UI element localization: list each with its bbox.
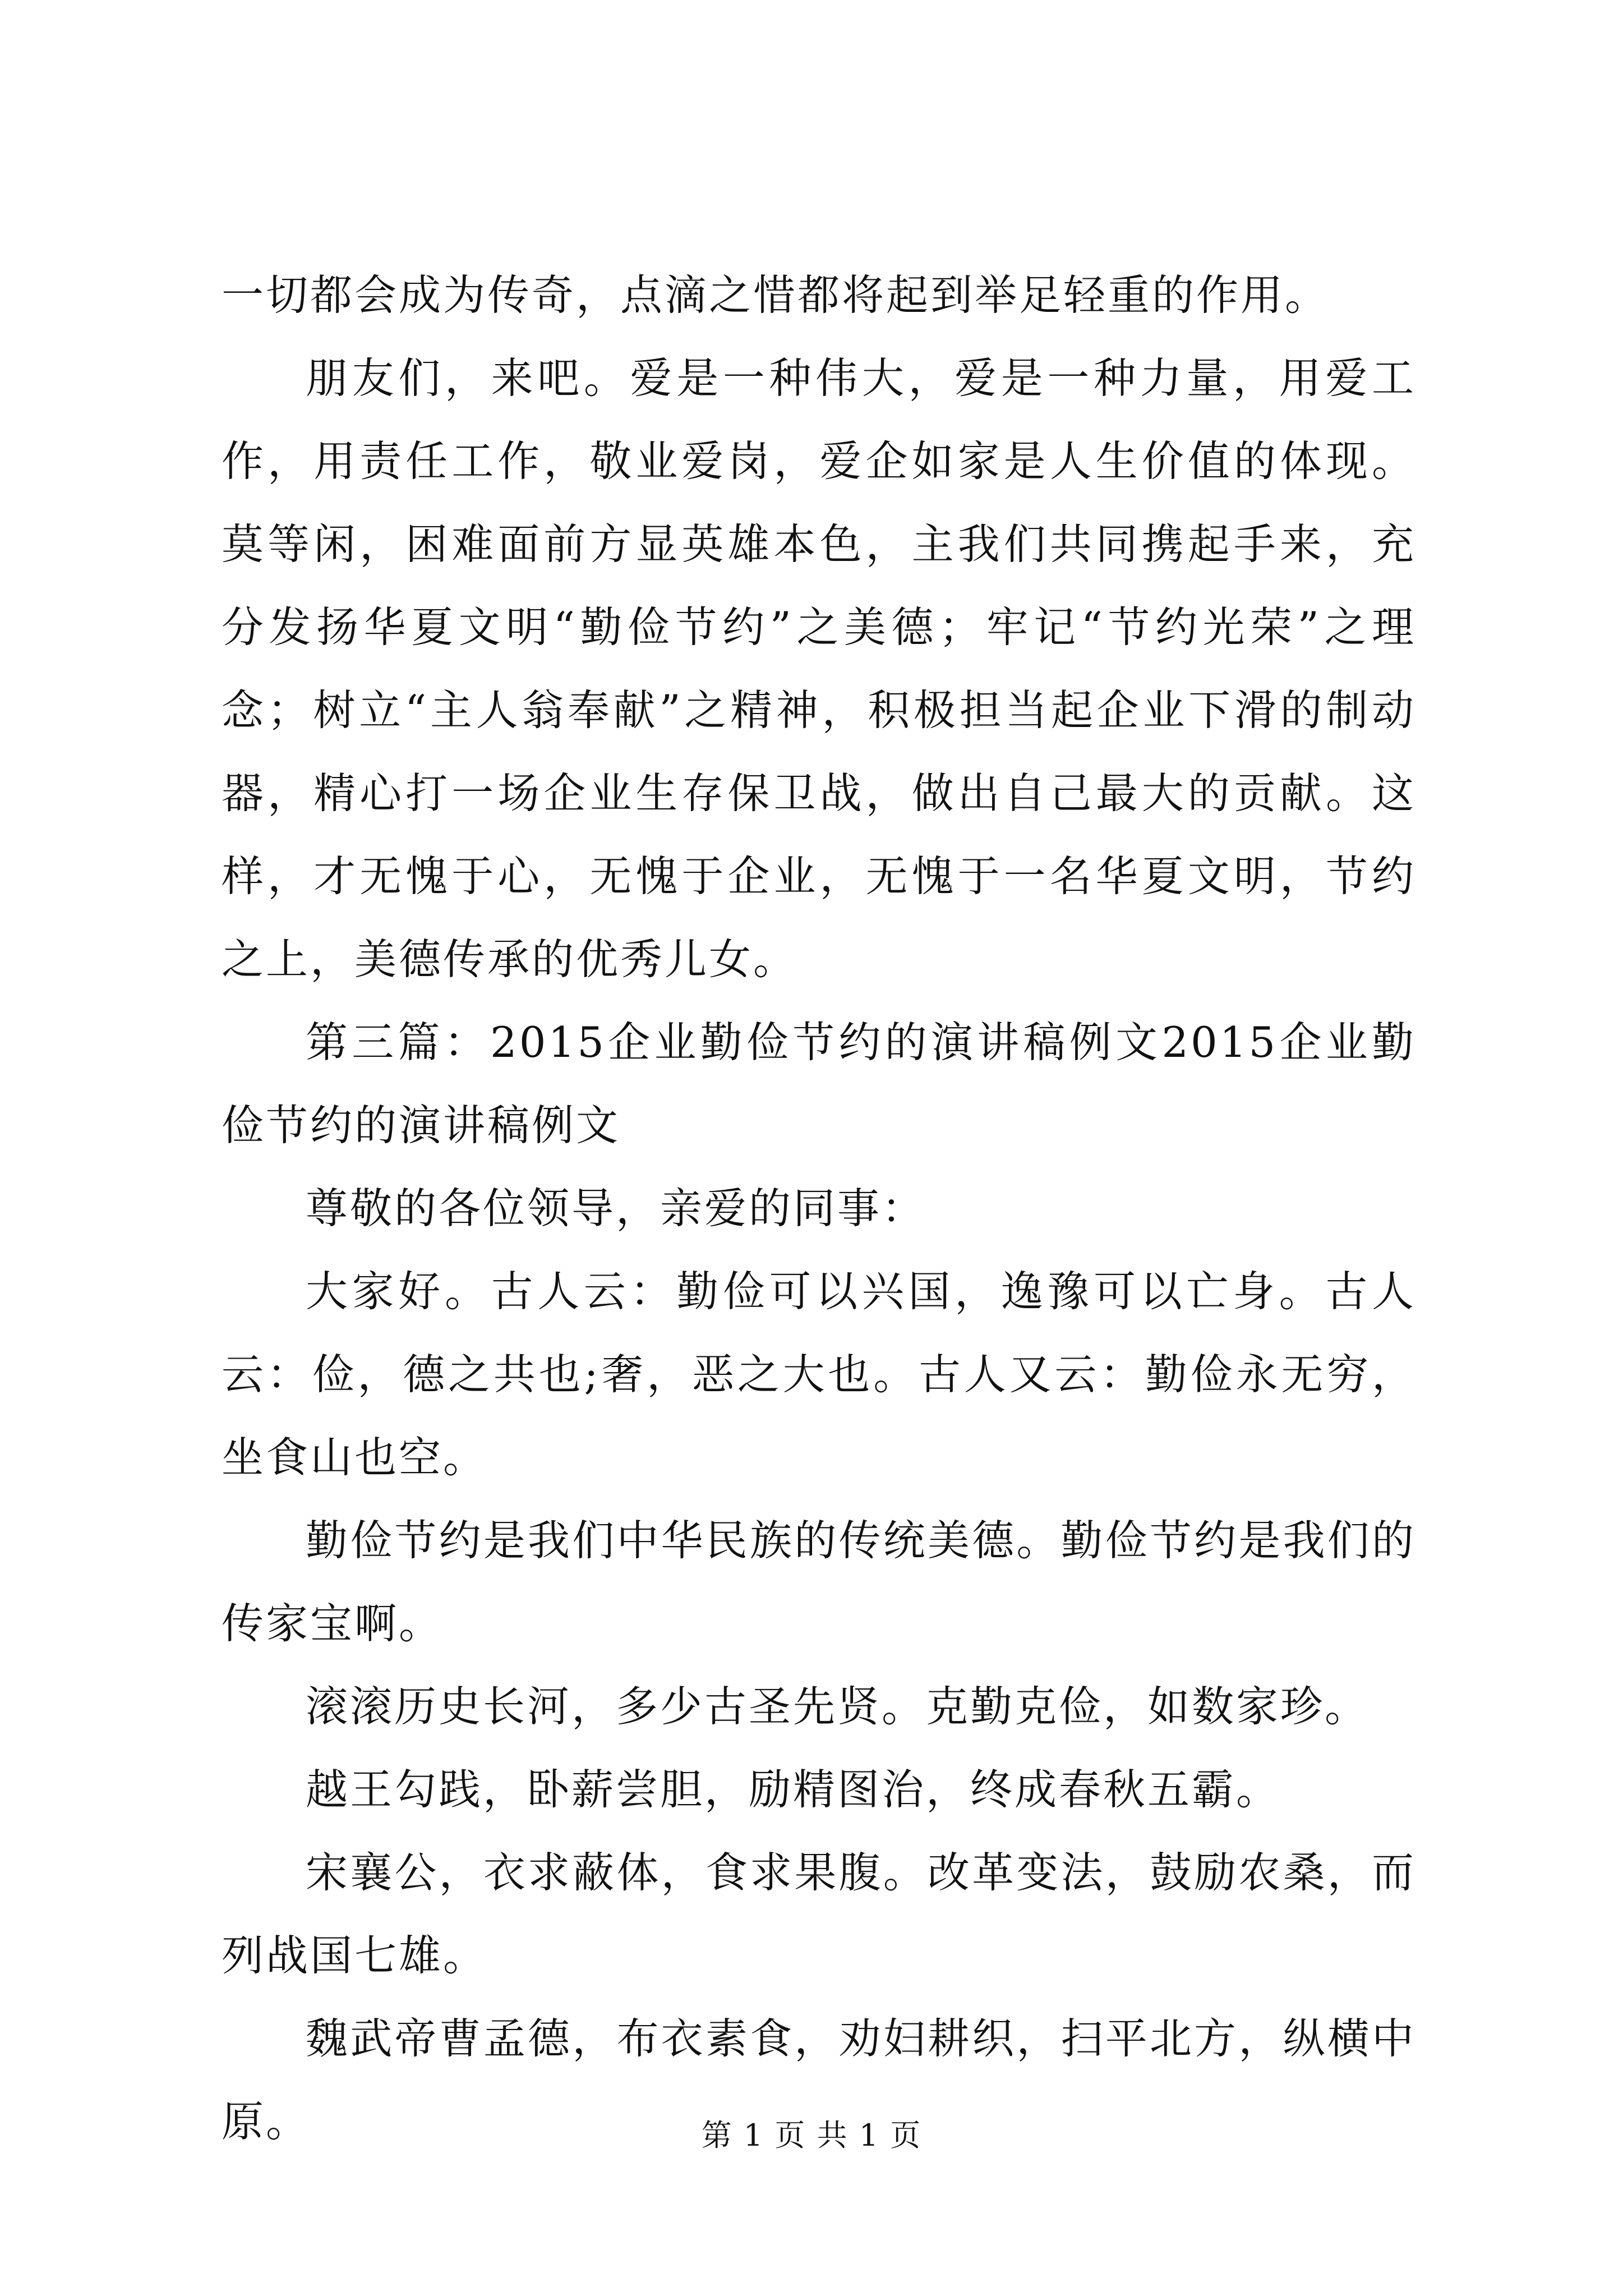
paragraph-friends: 朋友们，来吧。爱是一种伟大，爱是一种力量，用爱工作，用责任工作，敬业爱岗，爱企如家是人生价值的体现。莫等闲，困难面前方显英雄本色，主我们共同携起手来，充分发扬华夏文明“勤俭节约”之美德；牢记“节约光荣”之理念；树立“主人翁奉献”之精神，积极担当起企业下滑的制动器，精心打一场企业生存保卫战，做出自己最大的贡献。这样，才无愧于心，无愧于企业，无愧于一名华夏文明，节约之上，美德传承的优秀儿女。 <box>222 353 1416 984</box>
paragraph-cao-mengde: 魏武帝曹孟德，布衣素食，劝妇耕织，扫平北方，纵横中原。 <box>222 2014 1416 2146</box>
body-text <box>222 254 1416 2163</box>
paragraph-salutation: 尊敬的各位领导，亲爱的同事： <box>306 1184 926 1233</box>
page-footer: 第 1 页 共 1 页 <box>701 2118 922 2153</box>
paragraph-continuation: 一切都会成为传奇，点滴之惜都将起到举足轻重的作用。 <box>222 270 1330 320</box>
paragraph-history: 滚滚历史长河，多少古圣先贤。克勤克俭，如数家珍。 <box>306 1682 1370 1731</box>
paragraph-goujian: 越王勾践，卧薪尝胆，励精图治，终成春秋五霸。 <box>306 1765 1281 1814</box>
paragraph-section-title: 第三篇：2015企业勤俭节约的演讲稿例文2015企业勤俭节约的演讲稿例文 <box>222 1018 1416 1150</box>
paragraph-greeting: 大家好。古人云：勤俭可以兴国，逸豫可以亡身。古人云：俭，德之共也;奢，恶之大也。古人又云：勤俭永无穷，坐食山也空。 <box>222 1267 1416 1482</box>
paragraph-song-xianggong: 宋襄公，衣求蔽体，食求果腹。改革变法，鼓励农桑，而列战国七雄。 <box>222 1848 1416 1980</box>
paragraph-tradition: 勤俭节约是我们中华民族的传统美德。勤俭节约是我们的传家宝啊。 <box>222 1516 1416 1648</box>
